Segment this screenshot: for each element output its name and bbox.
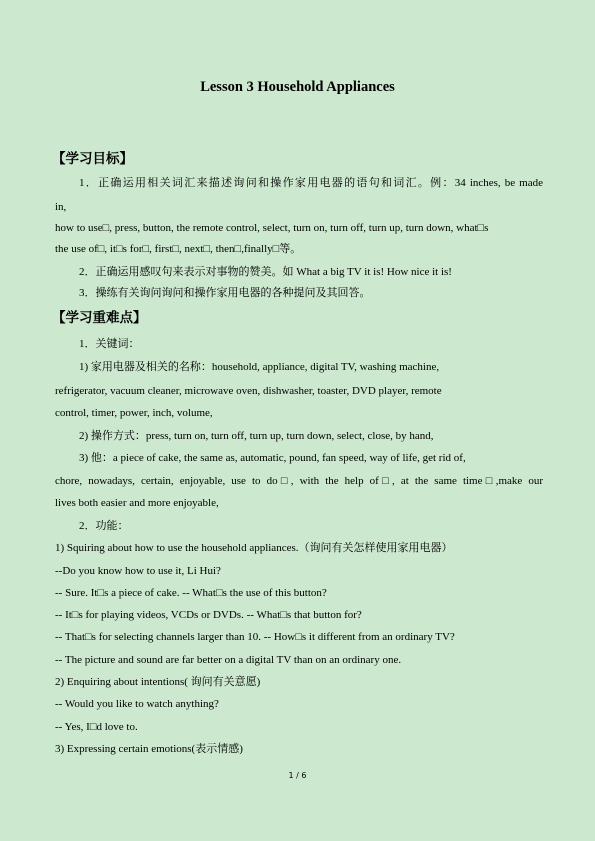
text-line: -- It□s for playing videos, VCDs or DVDs. -- What□s that button for? — [55, 609, 362, 621]
text-line: 3．操练有关询问询问和操作家用电器的各种提问及其回答。 — [79, 287, 371, 299]
text-line: how to use□, press, button, the remote control, select, turn on, turn off, turn up, turn down, what□s — [55, 222, 489, 234]
text-line: -- Would you like to watch anything? — [55, 698, 219, 710]
text-line: -- Yes, I□d love to. — [55, 721, 138, 733]
section-heading-key-points: 【学习重难点】 — [52, 310, 147, 326]
text-line: 3) Expressing certain emotions(表示情感) — [55, 743, 243, 755]
text-line: 3) 他：a piece of cake, the same as, automatic, pound, fan speed, way of life, get rid of, — [79, 452, 466, 464]
text-line: --Do you know how to use it, Li Hui? — [55, 565, 221, 577]
text-line: the use of□, it□s for□, first□, next□, then□,finally□等。 — [55, 243, 302, 255]
text-line: -- The picture and sound are far better on a digital TV than on an ordinary one. — [55, 654, 402, 666]
text-line: 2．功能： — [79, 520, 129, 532]
text-line: lives both easier and more enjoyable, — [55, 497, 219, 509]
text-line: 1) 家用电器及相关的名称：household, appliance, digital TV, washing machine, — [79, 361, 440, 373]
text-line: 1．关键词： — [79, 338, 140, 350]
text-line: refrigerator, vacuum cleaner, microwave oven, dishwasher, toaster, DVD player, remote — [55, 385, 442, 397]
page-number: 1 / 6 — [288, 771, 307, 780]
text-line: control, timer, power, inch, volume, — [55, 407, 213, 419]
text-line: 1) Squiring about how to use the household appliances.（询问有关怎样使用家用电器） — [55, 542, 453, 554]
text-line: -- That□s for selecting channels larger than 10. -- How□s it different from an ordinary TV? — [55, 631, 455, 643]
text-line: 1．正确运用相关词汇来描述询问和操作家用电器的语句和词汇。例：34 inches, be made — [79, 177, 543, 189]
text-line: in, — [55, 201, 67, 213]
text-line: chore, nowadays, certain, enjoyable, use to do□, with the help of□, at the same time□,make our — [55, 475, 543, 487]
section-heading-objectives: 【学习目标】 — [52, 151, 133, 167]
page-title: Lesson 3 Household Appliances — [200, 79, 395, 95]
text-line: 2．正确运用感叹句来表示对事物的赞美。如 What a big TV it is! How nice it is! — [79, 266, 452, 278]
text-line: 2) Enquiring about intentions( 询问有关意愿) — [55, 676, 261, 688]
text-line: -- Sure. It□s a piece of cake. -- What□s the use of this button? — [55, 587, 327, 599]
text-line: 2) 操作方式：press, turn on, turn off, turn up, turn down, select, close, by hand, — [79, 430, 434, 442]
